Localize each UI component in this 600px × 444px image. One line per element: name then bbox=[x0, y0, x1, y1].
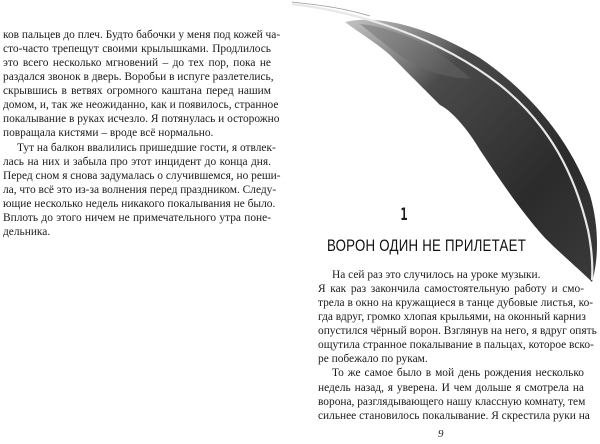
text-line: ощутила странное покалывание в пальцах, которое вско- bbox=[318, 339, 594, 352]
text-line: ков пальцев до плеч. Будто бабочки у меня под кожей ча- bbox=[3, 29, 281, 41]
text-line: ла, что всё это из-за волнения перед праздником. Следу- bbox=[3, 183, 277, 196]
text-line: раздался звонок в дверь. Воробьи в испуге разлетелись, bbox=[3, 71, 274, 84]
text-line: повращала кистями – вроде всё нормально. bbox=[3, 127, 214, 140]
text-line: недель назад, я уверена. И чем дольше я смотрела на bbox=[318, 381, 584, 394]
left-page-text bbox=[3, 28, 281, 239]
text-line: На сей раз это случилось на уроке музыки. bbox=[332, 269, 541, 281]
chapter-title: ВОРОН ОДИН НЕ ПРИЛЕТАЕТ bbox=[327, 236, 527, 255]
text-line: Я как раз закончила самостоятельную работу и смо- bbox=[318, 283, 584, 296]
text-line: трела в окно на кружащиеся в танце дубовые листья, ко- bbox=[318, 297, 594, 310]
right-page-text bbox=[318, 268, 597, 423]
text-line: гда вдруг, громко хлопая крыльями, на оконный карниз bbox=[318, 311, 586, 324]
text-line: опустился чёрный ворон. Взглянув на него, я вдруг опять bbox=[318, 325, 597, 338]
text-line: покалывание в руках исчезло. Я потянулась и осторожно bbox=[3, 113, 280, 126]
feather-quill bbox=[292, 2, 370, 16]
text-line: Вплоть до этого ничем не примечательного утра поне- bbox=[3, 211, 271, 224]
text-line: сто-часто трепещут своими крылышками. Продлилось bbox=[3, 43, 271, 56]
text-line: Тут на балкон ввалились пришедшие гости, я отвлек- bbox=[17, 141, 276, 154]
page-number: 9 bbox=[438, 428, 444, 440]
text-line: лась на них и забыла про этот инцидент до конца дня. bbox=[3, 155, 271, 168]
text-line: Перед сном я снова задумалась о случившемся, но реши- bbox=[3, 169, 281, 182]
text-line: ворона, разглядывающего нашу классную комнату, тем bbox=[318, 395, 586, 408]
text-line: ре побежало по рукам. bbox=[318, 353, 428, 366]
chapter-number: 1 bbox=[400, 205, 408, 225]
text-line: домом, и, так же неожиданно, как и появилось, странное bbox=[3, 99, 279, 112]
text-line: сильнее становилось покалывание. Я скрестила руки на bbox=[318, 409, 590, 422]
text-line: То же самое было в мой день рождения несколько bbox=[332, 367, 584, 380]
text-line: скрывшись в ветвях огромного каштана перед нашим bbox=[3, 85, 271, 98]
text-line: дельника. bbox=[3, 225, 51, 238]
text-line: ющие несколько недель никакого покалывания не было. bbox=[3, 197, 276, 210]
text-line: это всего несколько мгновений – до тех пор, пока не bbox=[3, 57, 271, 70]
